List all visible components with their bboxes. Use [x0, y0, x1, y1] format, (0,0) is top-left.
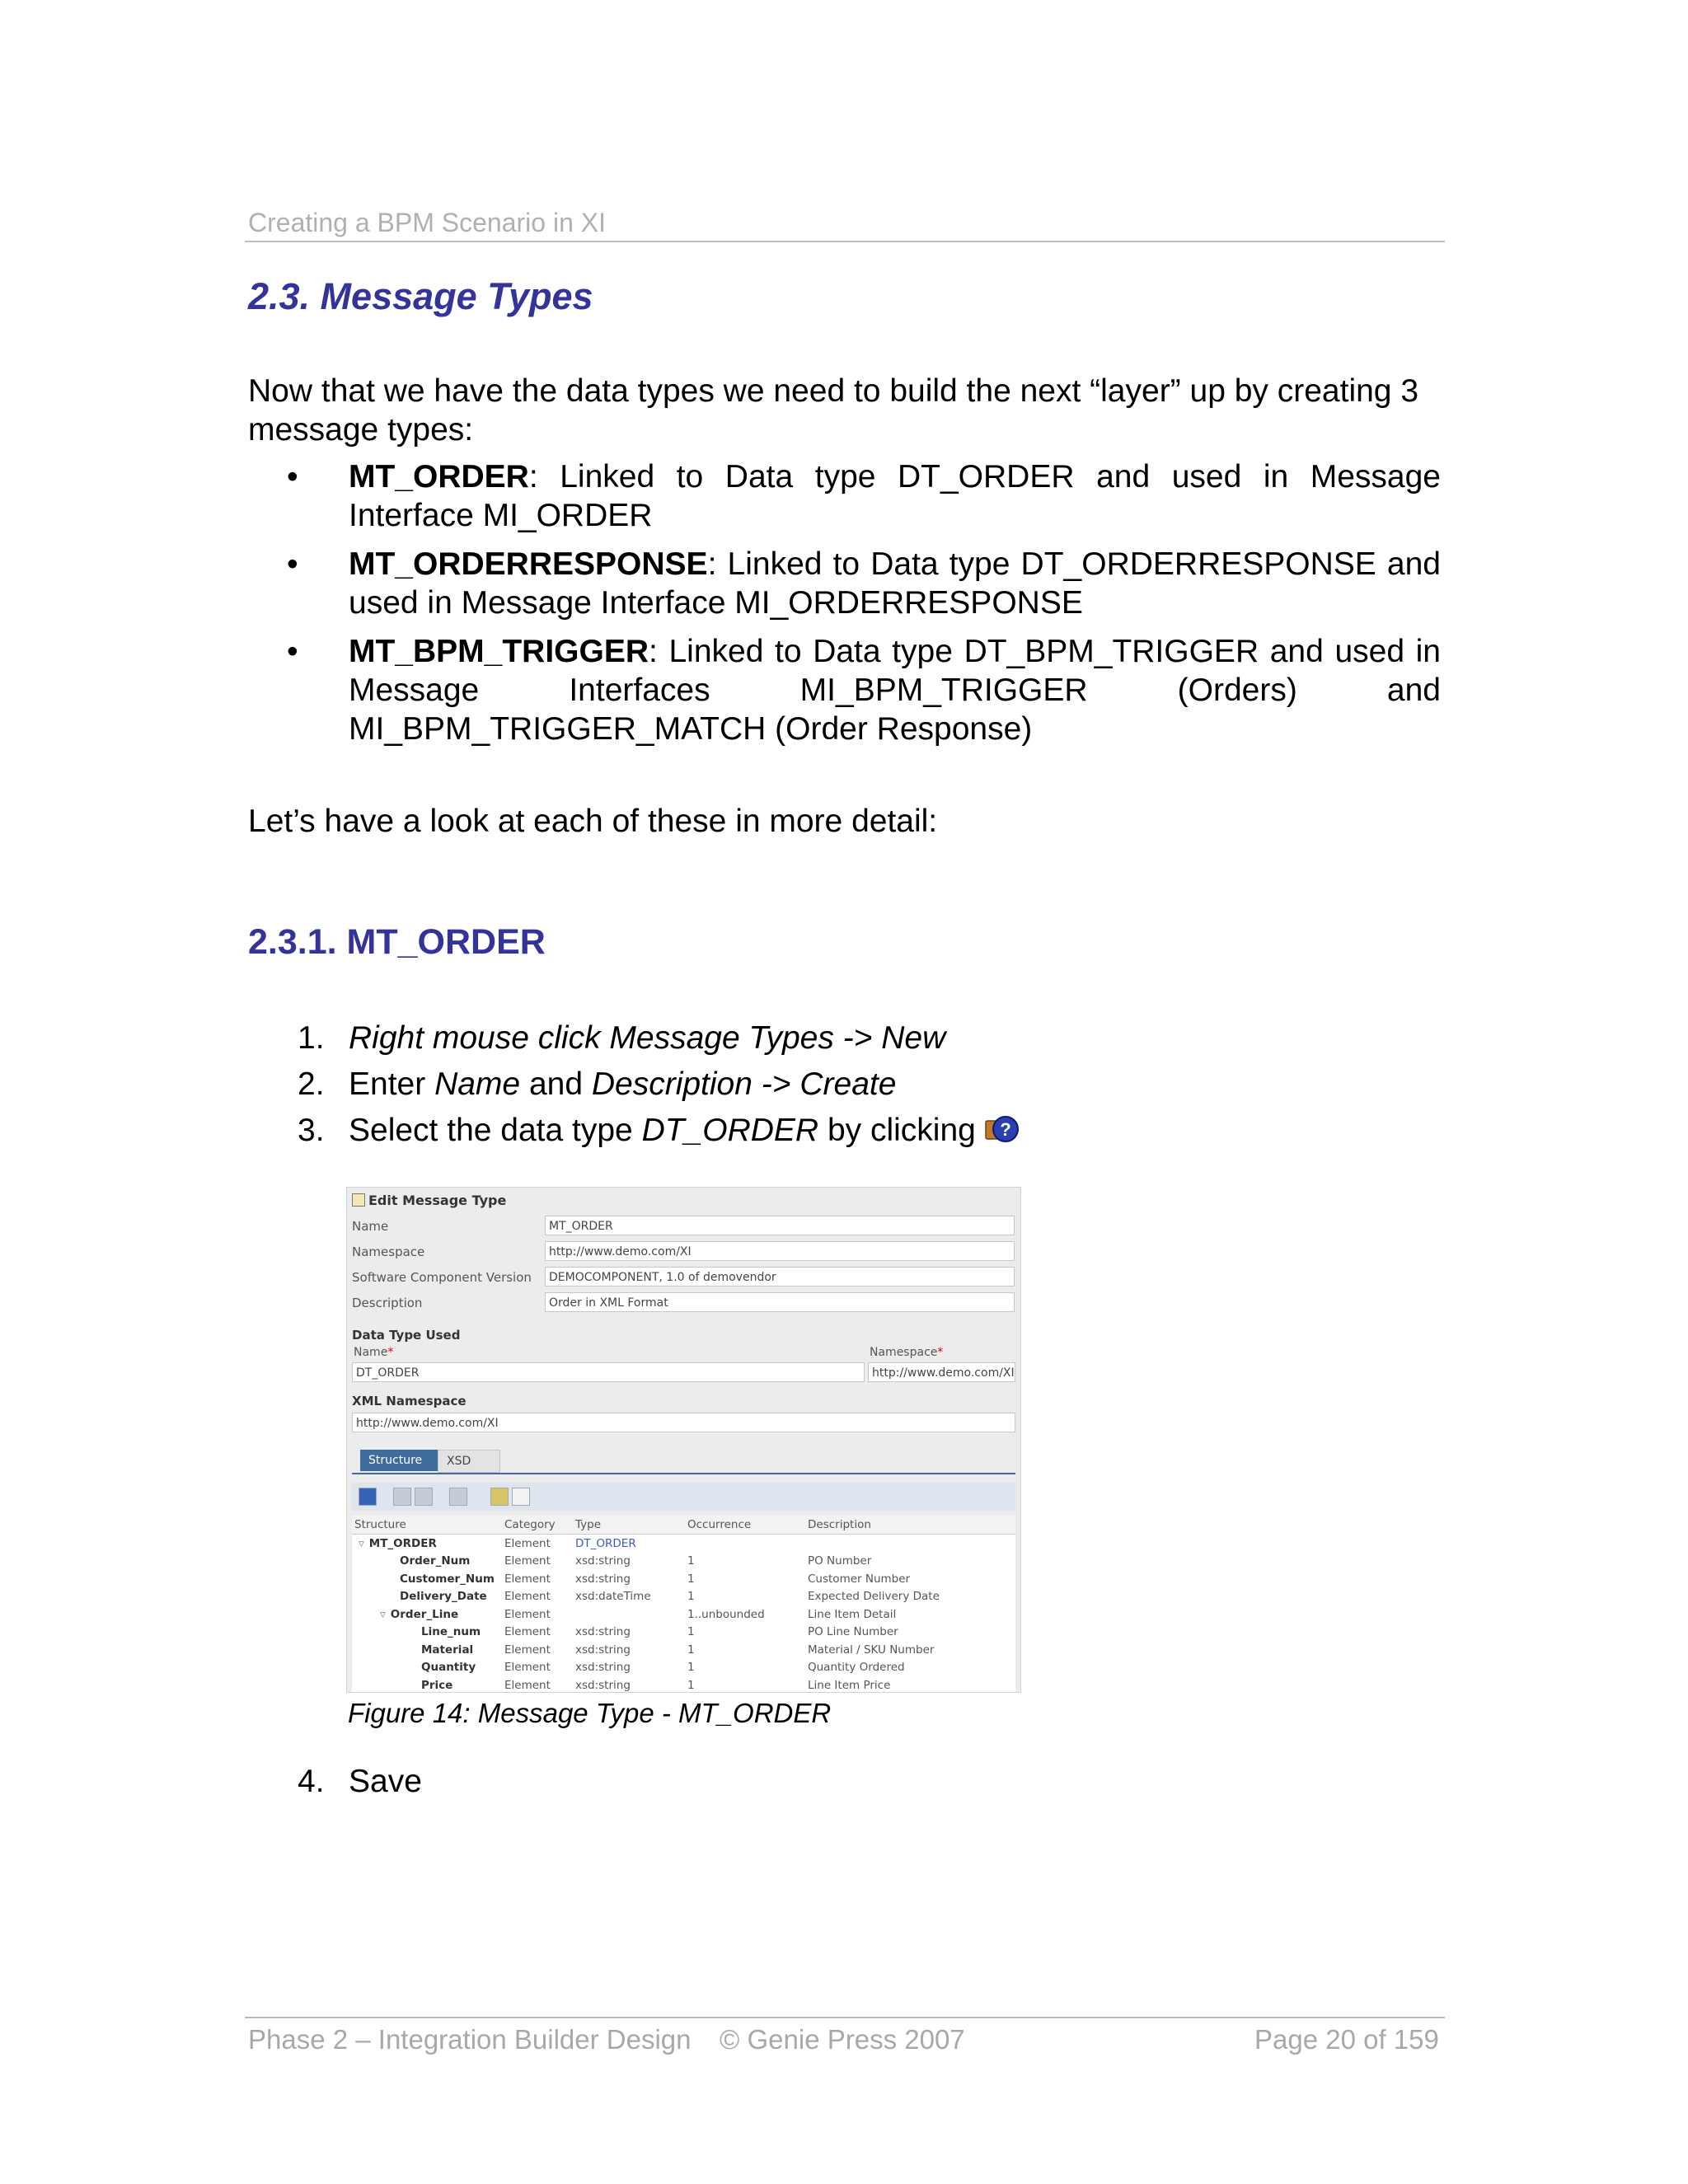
bullet-icon: •: [287, 634, 298, 669]
copy-icon[interactable]: [415, 1488, 433, 1506]
footer-copyright: © Genie Press 2007: [720, 2024, 965, 2055]
bullet-text: : Linked to Data type DT_ORDERRESPONSE and used in Message Interface MI_ORDERRESPONSE: [349, 546, 1441, 621]
cell-category: Element: [504, 1554, 551, 1568]
refresh-icon[interactable]: [359, 1488, 377, 1506]
cell-description: Customer Number: [808, 1572, 911, 1586]
list-item: [298, 1019, 1020, 1065]
cell-description: [805, 1535, 1015, 1553]
text-run-italic: Description -> Create: [591, 1066, 897, 1102]
cell-name: Quantity: [421, 1661, 476, 1675]
help-icon[interactable]: [984, 1113, 1020, 1146]
cell-type: xsd:dateTime: [575, 1590, 651, 1604]
steps-list: [298, 1019, 1020, 1157]
bullet-text: : Linked to Data type DT_ORDER and used in Message Interface MI_ORDER: [349, 459, 1441, 533]
text-run: Select the data type: [349, 1113, 642, 1148]
step-number: 1.: [298, 1020, 325, 1056]
dtu-name-field[interactable]: DT_ORDER: [352, 1362, 865, 1382]
cell-type: [573, 1605, 685, 1624]
cell-type: xsd:string: [575, 1643, 631, 1657]
screenshot-title-text: Edit Message Type: [368, 1193, 507, 1208]
structure-table: [352, 1516, 1015, 1693]
bullet-text: : Linked to Data type DT_BPM_TRIGGER and used in Message Interfaces MI_BPM_TRIGGER (Orders) and MI_BPM_TRIGGER_MATCH (Order Response): [349, 634, 1441, 747]
cell-name: Order_Num: [400, 1554, 471, 1568]
tab-underline: [352, 1473, 1015, 1474]
cell-occurrence: 1: [687, 1678, 695, 1692]
namespace-label: Namespace: [352, 1244, 425, 1259]
cell-name-text: MT_ORDER: [368, 1536, 437, 1550]
name-field[interactable]: MT_ORDER: [545, 1216, 1015, 1235]
insert-icon[interactable]: [393, 1488, 411, 1506]
tab-xsd[interactable]: XSD: [438, 1450, 500, 1473]
list-item: [298, 1111, 1020, 1157]
edit-icon: [352, 1193, 365, 1207]
swcv-field[interactable]: DEMOCOMPONENT, 1.0 of demovendor: [545, 1267, 1015, 1286]
list-item: [287, 632, 1441, 748]
tab-structure[interactable]: Structure: [360, 1450, 449, 1471]
cell-description: PO Line Number: [808, 1625, 898, 1639]
table-row[interactable]: [352, 1570, 1015, 1588]
column-header: Type: [573, 1516, 685, 1535]
cell-category: Element: [504, 1572, 551, 1586]
dtu-name-label-text: Name: [354, 1346, 388, 1359]
table-row[interactable]: [352, 1588, 1015, 1606]
bullet-term: MT_ORDERRESPONSE: [349, 546, 708, 582]
column-header: Description: [805, 1516, 1015, 1535]
table-row[interactable]: [352, 1535, 1015, 1553]
header-rule: [245, 241, 1445, 242]
outro-paragraph: Let’s have a look at each of these in more detail:: [248, 804, 938, 839]
text-run: by clicking: [818, 1113, 976, 1148]
screenshot-title: [352, 1193, 506, 1208]
cell-occurrence: 1: [687, 1590, 695, 1604]
cell-occurrence: 1: [687, 1643, 695, 1657]
cell-type: xsd:string: [575, 1554, 631, 1568]
column-header: Category: [502, 1516, 573, 1535]
steps-list-continued: [298, 1762, 422, 1808]
cell-type[interactable]: DT_ORDER: [575, 1536, 636, 1550]
cell-description: PO Number: [808, 1554, 872, 1568]
cell-category: Element: [504, 1590, 551, 1604]
cell-name: Price: [421, 1678, 453, 1692]
data-type-used-heading: Data Type Used: [352, 1328, 461, 1343]
cell-name: Delivery_Date: [400, 1590, 487, 1604]
cell-description: Expected Delivery Date: [808, 1590, 940, 1604]
cell-description: Material / SKU Number: [808, 1643, 935, 1657]
bullet-term: MT_ORDER: [349, 459, 529, 494]
intro-paragraph: Now that we have the data types we need to build the next “layer” up by creating 3 message types:: [248, 373, 1419, 448]
cell-occurrence: 1: [687, 1661, 695, 1675]
cell-occurrence: [685, 1535, 805, 1553]
cell-category: Element: [504, 1625, 551, 1639]
table-row[interactable]: [352, 1624, 1015, 1642]
cell-type: xsd:string: [575, 1572, 631, 1586]
cell-category: Element: [504, 1643, 551, 1657]
svg-text:?: ?: [1000, 1119, 1011, 1140]
footer-rule: [245, 2017, 1445, 2018]
step-text: [349, 1019, 945, 1057]
structure-toolbar: [352, 1483, 1015, 1511]
cell-category: Element: [504, 1661, 551, 1675]
text-run: and: [520, 1066, 592, 1102]
cell-name-text: Order_Line: [390, 1607, 459, 1621]
message-type-screenshot: [346, 1187, 1021, 1693]
bullet-icon: •: [287, 546, 298, 582]
cell-description: Line Item Price: [808, 1678, 891, 1692]
cell-type: xsd:string: [575, 1625, 631, 1639]
cell-occurrence: 1: [687, 1554, 695, 1568]
step-text: [349, 1111, 1020, 1150]
bullet-list: [287, 457, 1441, 758]
dtu-namespace-field[interactable]: http://www.demo.com/XI: [868, 1362, 1015, 1382]
column-header: Structure: [352, 1516, 502, 1535]
step-number: 3.: [298, 1113, 325, 1148]
dtu-namespace-label: Namespace*: [870, 1346, 944, 1359]
cell-category: Element: [504, 1678, 551, 1692]
text-run-italic: DT_ORDER: [641, 1113, 819, 1148]
xml-namespace-field[interactable]: http://www.demo.com/XI: [352, 1413, 1015, 1432]
step-number: 2.: [298, 1066, 325, 1102]
cell-type: xsd:string: [575, 1678, 631, 1692]
namespace-field[interactable]: http://www.demo.com/XI: [545, 1241, 1015, 1261]
step-text: [349, 1065, 896, 1104]
list-item: [298, 1762, 422, 1808]
cell-occurrence: 1..unbounded: [687, 1607, 765, 1621]
table-header-row: [352, 1516, 1015, 1535]
dtu-namespace-label-text: Namespace: [870, 1346, 938, 1359]
step-text: Save: [349, 1764, 422, 1799]
table-row[interactable]: [352, 1676, 1015, 1693]
list-item: [298, 1065, 1020, 1111]
list-item: [287, 457, 1441, 535]
document-icon[interactable]: [512, 1488, 530, 1506]
text-run-italic: Name: [434, 1066, 521, 1102]
cell-category: Element: [504, 1607, 551, 1621]
section-heading: 2.3. Message Types: [248, 275, 593, 317]
list-item: [287, 545, 1441, 622]
footer-phase: Phase 2 – Integration Builder Design: [248, 2024, 692, 2055]
description-field[interactable]: Order in XML Format: [545, 1292, 1015, 1312]
xml-namespace-heading: XML Namespace: [352, 1394, 467, 1408]
cell-occurrence: 1: [687, 1625, 695, 1639]
step-number: 4.: [298, 1764, 325, 1799]
figure-caption: Figure 14: Message Type - MT_ORDER: [348, 1698, 832, 1728]
filter-icon[interactable]: [449, 1488, 467, 1506]
bullet-term: MT_BPM_TRIGGER: [349, 634, 649, 669]
footer-page-number: Page 20 of 159: [1254, 2024, 1439, 2055]
cell-occurrence: 1: [687, 1572, 695, 1586]
cell-description: Quantity Ordered: [808, 1661, 905, 1675]
table-row[interactable]: [352, 1553, 1015, 1571]
column-header: Occurrence: [685, 1516, 805, 1535]
table-row[interactable]: [352, 1659, 1015, 1677]
name-label: Name: [352, 1219, 389, 1234]
running-header: Creating a BPM Scenario in XI: [248, 208, 606, 237]
cell-name: ▿ Order_Line: [380, 1607, 459, 1621]
cell-type: xsd:string: [575, 1661, 631, 1675]
bullet-icon: •: [287, 459, 298, 494]
subsection-heading: 2.3.1. MT_ORDER: [248, 922, 546, 962]
cell-category: Element: [504, 1536, 551, 1550]
swcv-label: Software Component Version: [352, 1270, 532, 1285]
table-row[interactable]: [352, 1605, 1015, 1624]
cell-name: Customer_Num: [400, 1572, 495, 1586]
layout-icon[interactable]: [490, 1488, 509, 1506]
text-run: Enter: [349, 1066, 435, 1102]
description-label: Description: [352, 1296, 423, 1310]
step-italic: Right mouse click Message Types -> New: [349, 1020, 946, 1056]
table-row[interactable]: [352, 1641, 1015, 1659]
dtu-name-label: Name*: [354, 1346, 394, 1359]
cell-name: ▿ MT_ORDER: [359, 1536, 437, 1550]
cell-description: Line Item Detail: [808, 1607, 897, 1621]
cell-name: Line_num: [421, 1625, 481, 1639]
cell-name: Material: [421, 1643, 474, 1657]
